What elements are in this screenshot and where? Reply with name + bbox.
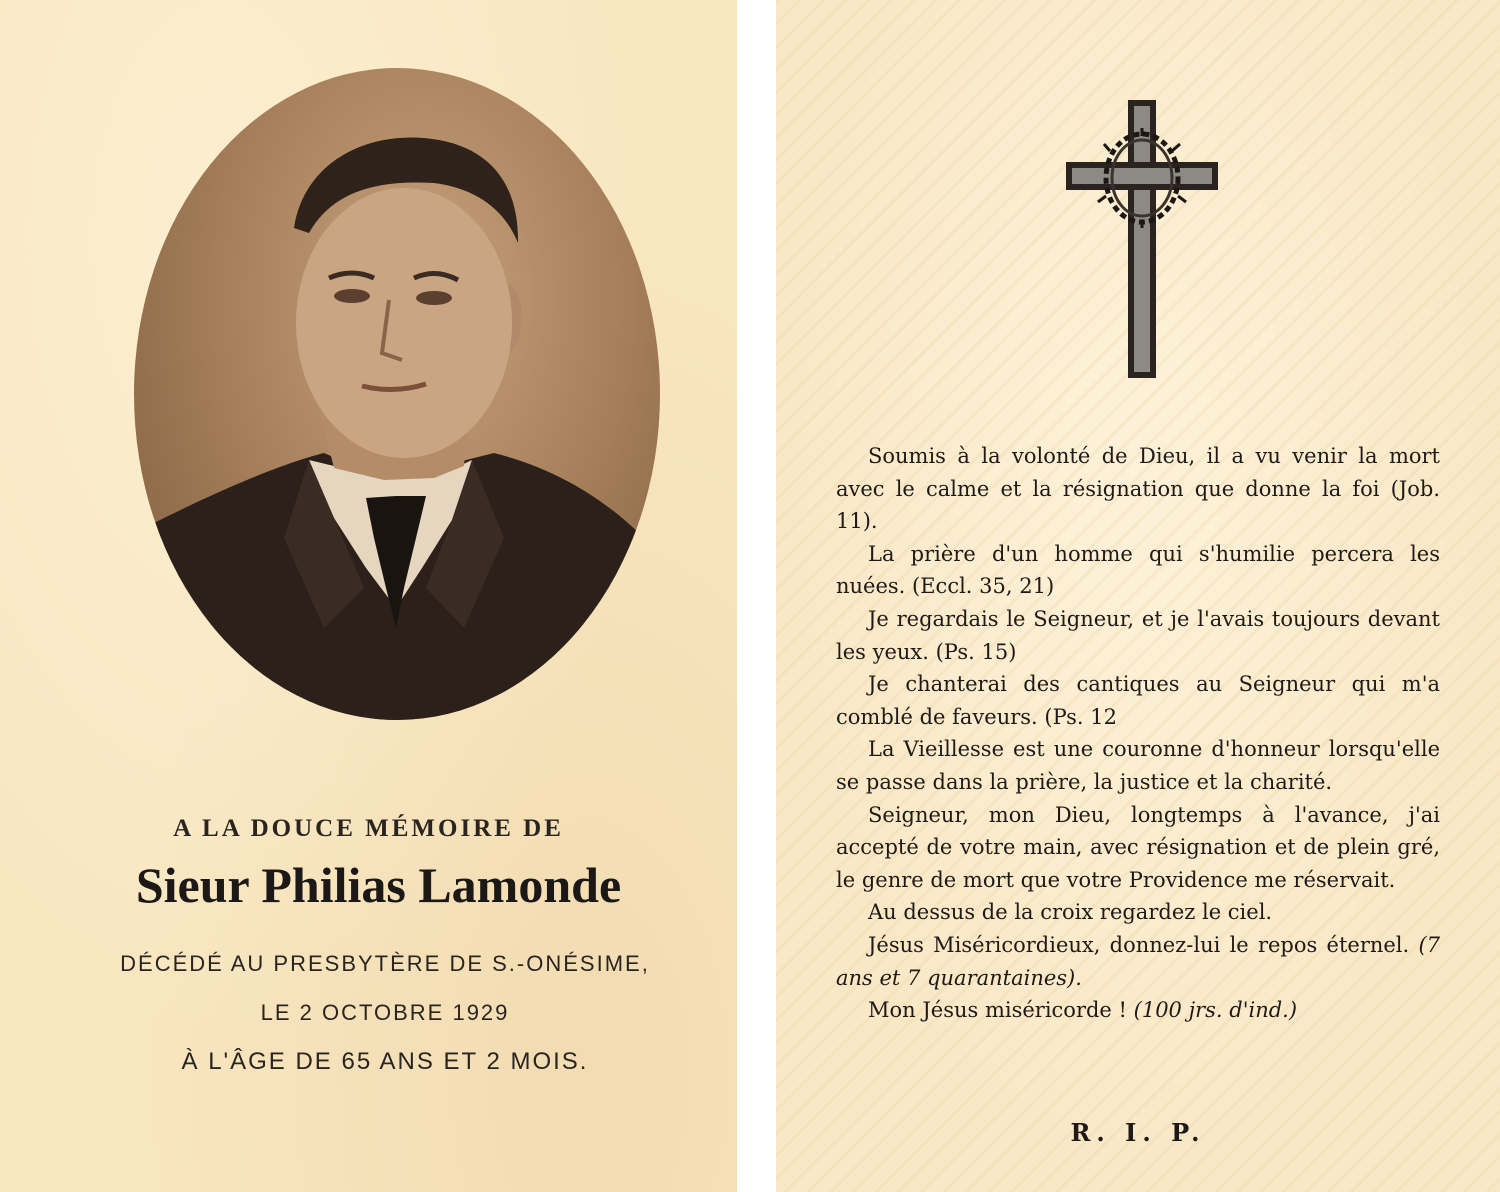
death-date: LE 2 OCTOBRE 1929	[260, 1000, 510, 1025]
prayer-line: Je chanterai des cantiques au Seigneur qui m'a comblé de faveurs. (Ps. 12	[836, 672, 1440, 729]
prayer-paragraph	[836, 929, 1440, 994]
prayer-line: Au dessus de la croix regardez le ciel.	[868, 900, 1273, 925]
cross-with-crown-of-thorns-icon	[1060, 96, 1224, 382]
prayer-text	[836, 440, 1440, 1027]
deceased-name: Sieur Philias Lamonde	[135, 857, 622, 913]
prayer-paragraph	[836, 440, 1440, 538]
age-at-death: À L'ÂGE DE 65 ANS ET 2 MOIS.	[181, 1048, 589, 1075]
prayer-line: La Vieillesse est une couronne d'honneur lorsqu'elle se passe dans la prière, la justice et la charité.	[836, 737, 1440, 794]
prayer-line: Je regardais le Seigneur, et je l'avais toujours devant les yeux. (Ps. 15)	[836, 606, 1440, 664]
prayer-paragraph	[836, 668, 1440, 733]
prayer-line: Soumis à la volonté de Dieu, il a vu venir la mort avec le calme et la résignation que donne la foi (Job. 11).	[836, 444, 1440, 534]
prayer-line: Mon Jésus miséricorde !	[868, 998, 1134, 1023]
dedication-heading: A LA DOUCE MÉMOIRE DE	[173, 815, 564, 842]
indulgence-note: (100 jrs. d'ind.)	[1133, 998, 1298, 1023]
portrait-photo	[134, 68, 660, 720]
rip-closing: R. I. P.	[1070, 1118, 1206, 1147]
portrait-drawing	[134, 68, 660, 720]
prayer-line: Jésus Miséricordieux, donnez-lui le repos éternel.	[868, 932, 1419, 957]
memorial-card-front	[0, 0, 737, 1192]
prayer-paragraph	[836, 733, 1440, 798]
prayer-paragraph	[836, 994, 1440, 1027]
prayer-paragraph	[836, 538, 1440, 603]
prayer-line: Seigneur, mon Dieu, longtemps à l'avance, j'ai accepté de votre main, avec résignation et de plein gré, le genre de mort que votre Providence me réservait.	[836, 802, 1440, 892]
prayer-line: La prière d'un homme qui s'humilie percera les nuées. (Eccl. 35, 21)	[836, 541, 1440, 599]
prayer-paragraph	[836, 799, 1440, 897]
death-place: DÉCÉDÉ AU PRESBYTÈRE DE S.-ONÉSIME,	[120, 951, 650, 976]
indulgence-note: (7 ans et 7 quarantaines).	[836, 932, 1440, 990]
prayer-paragraph	[836, 603, 1440, 668]
prayer-paragraph	[836, 896, 1440, 929]
